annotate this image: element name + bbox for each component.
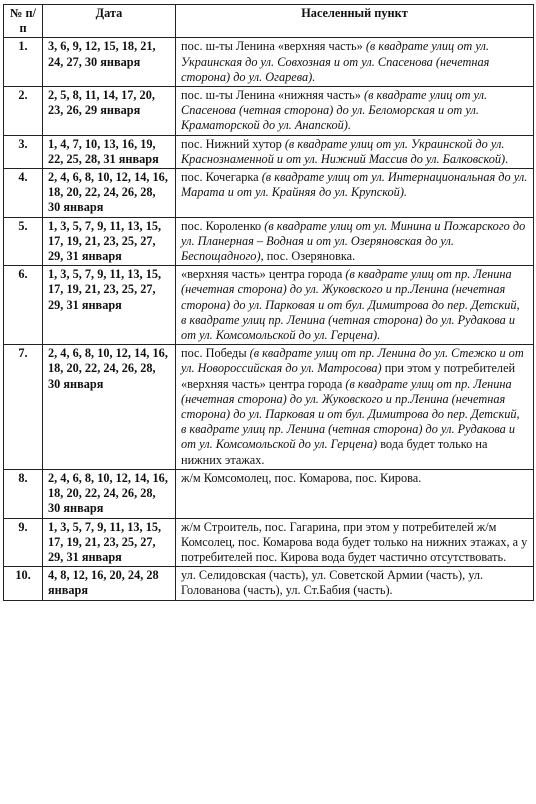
row-place — [176, 87, 534, 136]
place-detail: (в квадрате улиц от ул. Спасенова (четная сторона) до ул. Беломорская и от ул. Краматорской до ул. Анапской). — [181, 88, 488, 133]
header-date: Дата — [43, 5, 176, 38]
place-text: пос. Нижний хутор — [181, 136, 285, 151]
row-place — [176, 38, 534, 87]
row-number: 1. — [4, 38, 43, 87]
row-number: 10. — [4, 567, 43, 600]
place-detail: (в квадрате улиц от ул. Минина и Пожарского до ул. Планерная – Водная и от ул. Озеряновская до ул. Беспощадного) — [181, 218, 526, 264]
place-text: ж/м Комсомолец, пос. Комарова, пос. Кирова. — [181, 470, 422, 485]
row-number: 9. — [4, 518, 43, 567]
row-number: 8. — [4, 469, 43, 518]
place-text: . — [505, 151, 509, 166]
header-num: № п/п — [4, 5, 43, 38]
row-place — [176, 567, 534, 600]
table-row — [4, 135, 534, 168]
header-row — [4, 5, 534, 38]
place-detail: (в квадрате улиц от ул. Украинская до ул. Совхозная и от ул. Спасенова (нечетная сторона) до ул. Огарева). — [181, 39, 490, 84]
place-detail: (в квадрате улиц от ул. Украинской до ул. Краснознаменной и от ул. Нижний Массив до ул. Балковской) — [181, 136, 506, 166]
row-dates: 2, 4, 6, 8, 10, 12, 14, 16, 18, 20, 22, 24, 26, 28, 30 января — [43, 345, 176, 470]
place-detail: (в квадрате улиц от пр. Ленина (нечетная сторона) до ул. Жуковского и пр.Ленина (нечетная сторона) до ул. Парковая и от бул. Димитрова до пер. Детский, в квадрате улиц пр. Ленина (четная сторона) до ул. Рудакова и от ул. Комсомольской до ул. Герцена). — [181, 267, 520, 343]
place-text: вода будет только на нижних этажах. — [181, 437, 488, 467]
place-text: , пос. Озеряновка. — [260, 249, 356, 264]
row-dates: 3, 6, 9, 12, 15, 18, 21, 24, 27, 30 января — [43, 38, 176, 87]
table-row — [4, 469, 534, 518]
row-place — [176, 266, 534, 345]
table-row — [4, 518, 534, 567]
row-dates: 2, 4, 6, 8, 10, 12, 14, 16, 18, 20, 22, 24, 26, 28, 30 января — [43, 469, 176, 518]
table-row — [4, 345, 534, 470]
row-place — [176, 217, 534, 266]
row-number: 5. — [4, 217, 43, 266]
place-text: при этом у потребителей «верхняя часть» центра города — [181, 361, 516, 391]
table-row — [4, 567, 534, 600]
row-number: 6. — [4, 266, 43, 345]
row-number: 7. — [4, 345, 43, 470]
row-dates: 1, 3, 5, 7, 9, 11, 13, 15, 17, 19, 21, 23, 25, 27, 29, 31 января — [43, 217, 176, 266]
place-text: ж/м Строитель, пос. Гагарина, при этом у потребителей ж/м Комсолец, пос. Комарова вода будет только на нижних этажах, а у потребителей пос. Кирова вода будет частично отсутствовать. — [181, 519, 528, 564]
row-dates: 1, 4, 7, 10, 13, 16, 19, 22, 25, 28, 31 января — [43, 135, 176, 168]
place-text: ул. Селидовская (часть), ул. Советской Армии (часть), ул. Голованова (часть), ул. Ст.Бабия (часть). — [181, 568, 484, 598]
row-place — [176, 135, 534, 168]
table-row — [4, 217, 534, 266]
place-detail: (в квадрате улиц от пр. Ленина (нечетная сторона) до ул. Жуковского и пр.Ленина (нечетная сторона) до ул. Парковая и от бул. Димитрова до пер. Детский, в квадрате улиц пр. Ленина (четная сторона) до ул. Рудакова и от ул. Комсомольской до ул. Герцена) — [181, 376, 520, 452]
row-place — [176, 169, 534, 218]
table-row — [4, 266, 534, 345]
place-text: пос. ш-ты Ленина «нижняя часть» — [181, 88, 364, 103]
row-dates: 1, 3, 5, 7, 9, 11, 13, 15, 17, 19, 21, 23, 25, 27, 29, 31 января — [43, 266, 176, 345]
row-dates: 4, 8, 12, 16, 20, 24, 28 января — [43, 567, 176, 600]
row-dates: 2, 5, 8, 11, 14, 17, 20, 23, 26, 29 января — [43, 87, 176, 136]
row-number: 2. — [4, 87, 43, 136]
place-detail: (в квадрате улиц от ул. Интернациональная до ул. Марата и от ул. Крайняя до ул. Крупской). — [181, 170, 528, 200]
row-number: 3. — [4, 135, 43, 168]
row-place — [176, 469, 534, 518]
row-dates: 2, 4, 6, 8, 10, 12, 14, 16, 18, 20, 22, 24, 26, 28, 30 января — [43, 169, 176, 218]
row-place — [176, 345, 534, 470]
place-text: пос. ш-ты Ленина «верхняя часть» — [181, 39, 366, 54]
row-number: 4. — [4, 169, 43, 218]
place-text: пос. Победы — [181, 346, 250, 361]
place-text: пос. Кочегарка — [181, 170, 262, 185]
table-row — [4, 169, 534, 218]
schedule-table — [3, 4, 534, 601]
place-detail: (в квадрате улиц от пр. Ленина до ул. Стежко и от ул. Новороссийская до ул. Матросова) — [181, 346, 524, 376]
table-row — [4, 87, 534, 136]
row-dates: 1, 3, 5, 7, 9, 11, 13, 15, 17, 19, 21, 23, 25, 27, 29, 31 января — [43, 518, 176, 567]
place-text: пос. Короленко — [181, 218, 265, 233]
table-row — [4, 38, 534, 87]
header-place: Населенный пункт — [176, 5, 534, 38]
place-text: «верхняя часть» центра города — [181, 267, 346, 282]
row-place — [176, 518, 534, 567]
